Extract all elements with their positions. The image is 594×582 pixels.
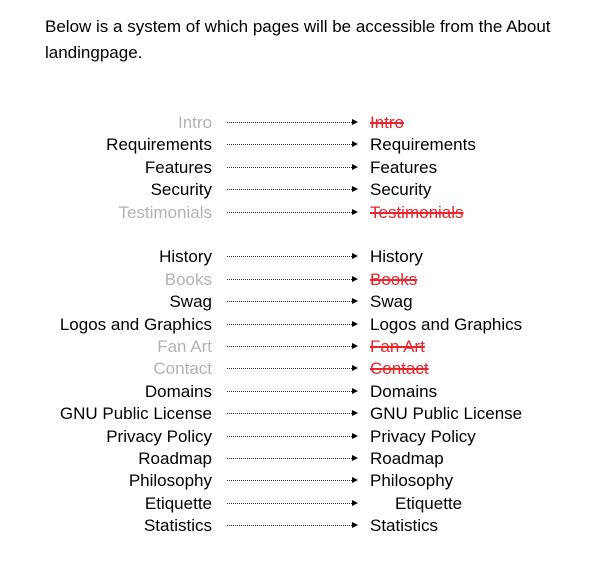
target-page-label: Etiquette	[395, 494, 463, 513]
target-page-label: Intro	[370, 113, 405, 132]
source-page-label: History	[159, 247, 212, 266]
mapping-arrow	[227, 279, 352, 280]
mapping-row-logos-and-graphics	[0, 314, 594, 336]
mapping-arrow	[227, 368, 352, 369]
target-page-label: Fan Art	[370, 337, 425, 356]
target-page-label: Logos and Graphics	[370, 315, 523, 334]
mapping-row-intro	[0, 112, 594, 134]
mapping-row-privacy-policy	[0, 426, 594, 448]
mapping-arrow	[227, 503, 352, 504]
mapping-row-contact	[0, 358, 594, 380]
target-page-label: Privacy Policy	[370, 427, 476, 446]
mapping-row-requirements	[0, 134, 594, 156]
source-page-label: Requirements	[106, 135, 212, 154]
mapping-row-roadmap	[0, 448, 594, 470]
target-page-label: Features	[370, 158, 438, 177]
mapping-row-etiquette	[0, 493, 594, 515]
mapping-arrow	[227, 413, 352, 414]
source-page-label: Fan Art	[157, 337, 212, 356]
target-page-label: History	[370, 247, 423, 266]
mapping-arrow	[227, 167, 352, 168]
mapping-row-security	[0, 179, 594, 201]
source-page-label: Contact	[153, 359, 212, 378]
mapping-row-swag	[0, 291, 594, 313]
mapping-arrow	[227, 436, 352, 437]
mapping-row-fan-art	[0, 336, 594, 358]
mapping-row-testimonials	[0, 202, 594, 224]
mapping-arrow	[227, 346, 352, 347]
source-page-label: Testimonials	[118, 203, 212, 222]
mapping-arrow	[227, 144, 352, 145]
source-page-label: Roadmap	[138, 449, 212, 468]
mapping-arrow	[227, 301, 352, 302]
mapping-row-domains	[0, 381, 594, 403]
mapping-arrow	[227, 256, 352, 257]
mapping-arrow	[227, 458, 352, 459]
target-page-label: Roadmap	[370, 449, 444, 468]
source-page-label: Domains	[144, 382, 212, 401]
target-page-label: Security	[370, 180, 432, 199]
source-page-label: Statistics	[143, 516, 212, 535]
mapping-arrow	[227, 391, 352, 392]
source-page-label: Intro	[177, 113, 212, 132]
target-page-label: Requirements	[370, 135, 476, 154]
target-page-label: Contact	[370, 359, 429, 378]
source-page-label: Security	[150, 180, 212, 199]
target-page-label: Swag	[370, 292, 413, 311]
target-page-label: GNU Public License	[370, 404, 523, 423]
mapping-row-statistics	[0, 515, 594, 537]
mapping-row-philosophy	[0, 470, 594, 492]
target-page-label: Philosophy	[370, 471, 454, 490]
source-page-label: Etiquette	[144, 494, 212, 513]
source-page-label: Features	[144, 158, 212, 177]
target-page-label: Statistics	[370, 516, 439, 535]
mapping-arrow	[227, 480, 352, 481]
mapping-row-gnu-public-license	[0, 403, 594, 425]
target-page-label: Domains	[370, 382, 438, 401]
mapping-row-features	[0, 157, 594, 179]
mapping-arrow	[227, 189, 352, 190]
source-page-label: Privacy Policy	[106, 427, 212, 446]
source-page-label: Swag	[169, 292, 212, 311]
target-page-label: Testimonials	[370, 203, 464, 222]
mapping-arrow	[227, 525, 352, 526]
mapping-arrow	[227, 212, 352, 213]
intro-text: Below is a system of which pages will be accessible from the About landingpage.	[45, 17, 551, 62]
source-page-label: GNU Public License	[59, 404, 212, 423]
mapping-arrow	[227, 122, 352, 123]
source-page-label: Logos and Graphics	[59, 315, 212, 334]
target-page-label: Books	[370, 270, 418, 289]
source-page-label: Books	[164, 270, 212, 289]
mapping-arrow	[227, 324, 352, 325]
source-page-label: Philosophy	[128, 471, 212, 490]
mapping-row-history	[0, 246, 594, 268]
mapping-row-books	[0, 269, 594, 291]
